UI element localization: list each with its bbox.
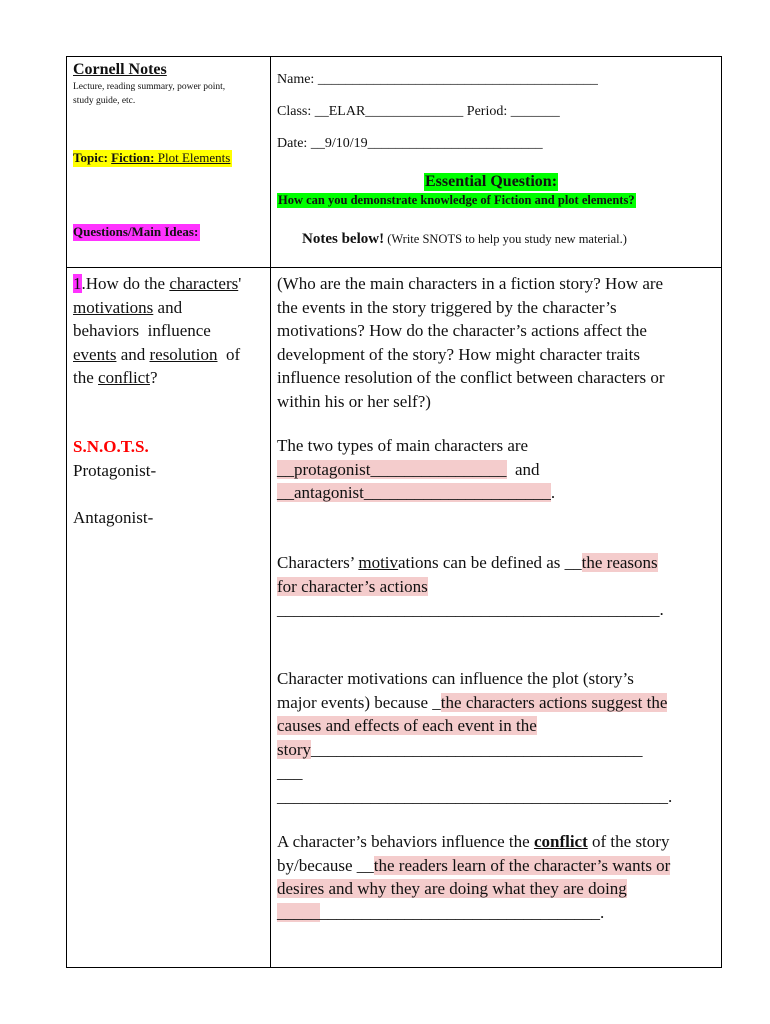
topic-label bbox=[73, 150, 232, 167]
subtitle-line-1: Lecture, reading summary, power point, bbox=[73, 82, 226, 92]
snots-heading: S.N.O.T.S. bbox=[73, 437, 149, 456]
q-text: ? bbox=[149, 368, 158, 387]
notes-below-bold: Notes below! bbox=[302, 231, 385, 247]
answer-behaviors: desires and why they are doing what they are doing bbox=[277, 879, 627, 898]
note-text: . bbox=[550, 483, 556, 502]
note-text: Characters’ bbox=[277, 553, 359, 572]
notes-below bbox=[302, 231, 627, 248]
note-text: major events) because _ bbox=[277, 692, 441, 712]
answer-plot-influence: story bbox=[277, 739, 311, 759]
topic-label-text: Topic: bbox=[73, 150, 108, 165]
note-text: of the story bbox=[587, 832, 670, 851]
name-field: Name: ________________________________________ bbox=[277, 72, 598, 87]
q-text: ' bbox=[238, 274, 242, 293]
intro-line: within his or her self?) bbox=[277, 391, 431, 411]
q-text: the bbox=[73, 368, 99, 387]
page-title: Cornell Notes bbox=[73, 61, 167, 78]
main-question bbox=[73, 272, 265, 390]
answer-protagonist: __protagonist________________ bbox=[277, 459, 507, 479]
note-line: Character motivations can influence the plot (story’s bbox=[277, 669, 634, 688]
note-line: The two types of main characters are bbox=[277, 436, 529, 455]
essential-question-title: Essential Question: bbox=[425, 173, 558, 190]
q-events: events bbox=[73, 344, 117, 364]
intro-line: influence resolution of the conflict between characters or bbox=[277, 368, 665, 387]
note-underlined: motiv bbox=[358, 553, 399, 572]
header-divider bbox=[66, 267, 722, 268]
blank-line: _________________________________. bbox=[319, 902, 605, 922]
answer-motivations: for character’s actions bbox=[277, 576, 428, 596]
intro-line: motivations? How do the character’s actions affect the bbox=[277, 321, 647, 340]
note-text: ations can be defined as __ bbox=[398, 553, 582, 572]
intro-line: (Who are the main characters in a fiction story? How are bbox=[277, 274, 664, 293]
subtitle-line-2: study guide, etc. bbox=[73, 96, 136, 106]
answer-plot-influence: causes and effects of each event in the bbox=[277, 716, 537, 735]
blank-line: _____________________________________________. bbox=[277, 600, 664, 619]
q-motivations: motivations bbox=[73, 297, 154, 317]
plot-influence-note bbox=[277, 667, 672, 808]
answer-antagonist: __antagonist______________________ bbox=[277, 483, 551, 502]
notes-below-rest: (Write SNOTS to help you study new material.) bbox=[384, 232, 627, 246]
date-field: Date: __9/10/19_________________________ bbox=[277, 136, 543, 151]
character-types-note bbox=[277, 434, 555, 505]
q-text: behaviors influence bbox=[73, 321, 211, 340]
note-text: A character’s behaviors influence the bbox=[277, 832, 534, 851]
blank-line: ______________________________________________. bbox=[277, 786, 673, 806]
q-text: and bbox=[153, 297, 183, 317]
questions-main-ideas-label: Questions/Main Ideas: bbox=[73, 224, 199, 239]
q-text: and bbox=[116, 344, 150, 364]
question-number: 1 bbox=[73, 274, 82, 293]
blank-line: ___ bbox=[277, 763, 303, 782]
answer-motivations: the reasons bbox=[581, 553, 658, 572]
note-text: and bbox=[506, 459, 540, 479]
motivations-note bbox=[277, 551, 664, 622]
q-resolution: resolution bbox=[149, 344, 218, 364]
answer-behaviors: the readers learn of the character’s wants or bbox=[373, 855, 671, 875]
antagonist-label: Antagonist- bbox=[73, 508, 154, 527]
column-divider bbox=[270, 56, 271, 968]
class-period-field: Class: __ELAR______________ Period: _______ bbox=[277, 104, 560, 119]
note-text: by/because __ bbox=[277, 855, 374, 875]
topic-rest: Plot Elements bbox=[154, 150, 231, 165]
intro-line: the events in the story triggered by the character’s bbox=[277, 297, 617, 317]
intro-line: development of the story? How might character traits bbox=[277, 344, 641, 364]
answer-behaviors: _____ bbox=[277, 902, 320, 922]
q-conflict: conflict bbox=[98, 368, 150, 387]
blank-line: _______________________________________ bbox=[311, 739, 643, 759]
note-bold-conflict: conflict bbox=[533, 832, 588, 851]
intro-questions bbox=[277, 272, 665, 413]
topic-fiction: Fiction: bbox=[111, 150, 155, 165]
essential-question: How can you demonstrate knowledge of Fiction and plot elements? bbox=[278, 193, 635, 207]
answer-plot-influence: the characters actions suggest the bbox=[440, 692, 668, 712]
q-characters: characters bbox=[169, 274, 239, 293]
protagonist-label: Protagonist- bbox=[73, 461, 157, 480]
q-text: of bbox=[217, 344, 241, 364]
behaviors-conflict-note bbox=[277, 830, 670, 924]
q-text: .How do the bbox=[81, 274, 170, 293]
